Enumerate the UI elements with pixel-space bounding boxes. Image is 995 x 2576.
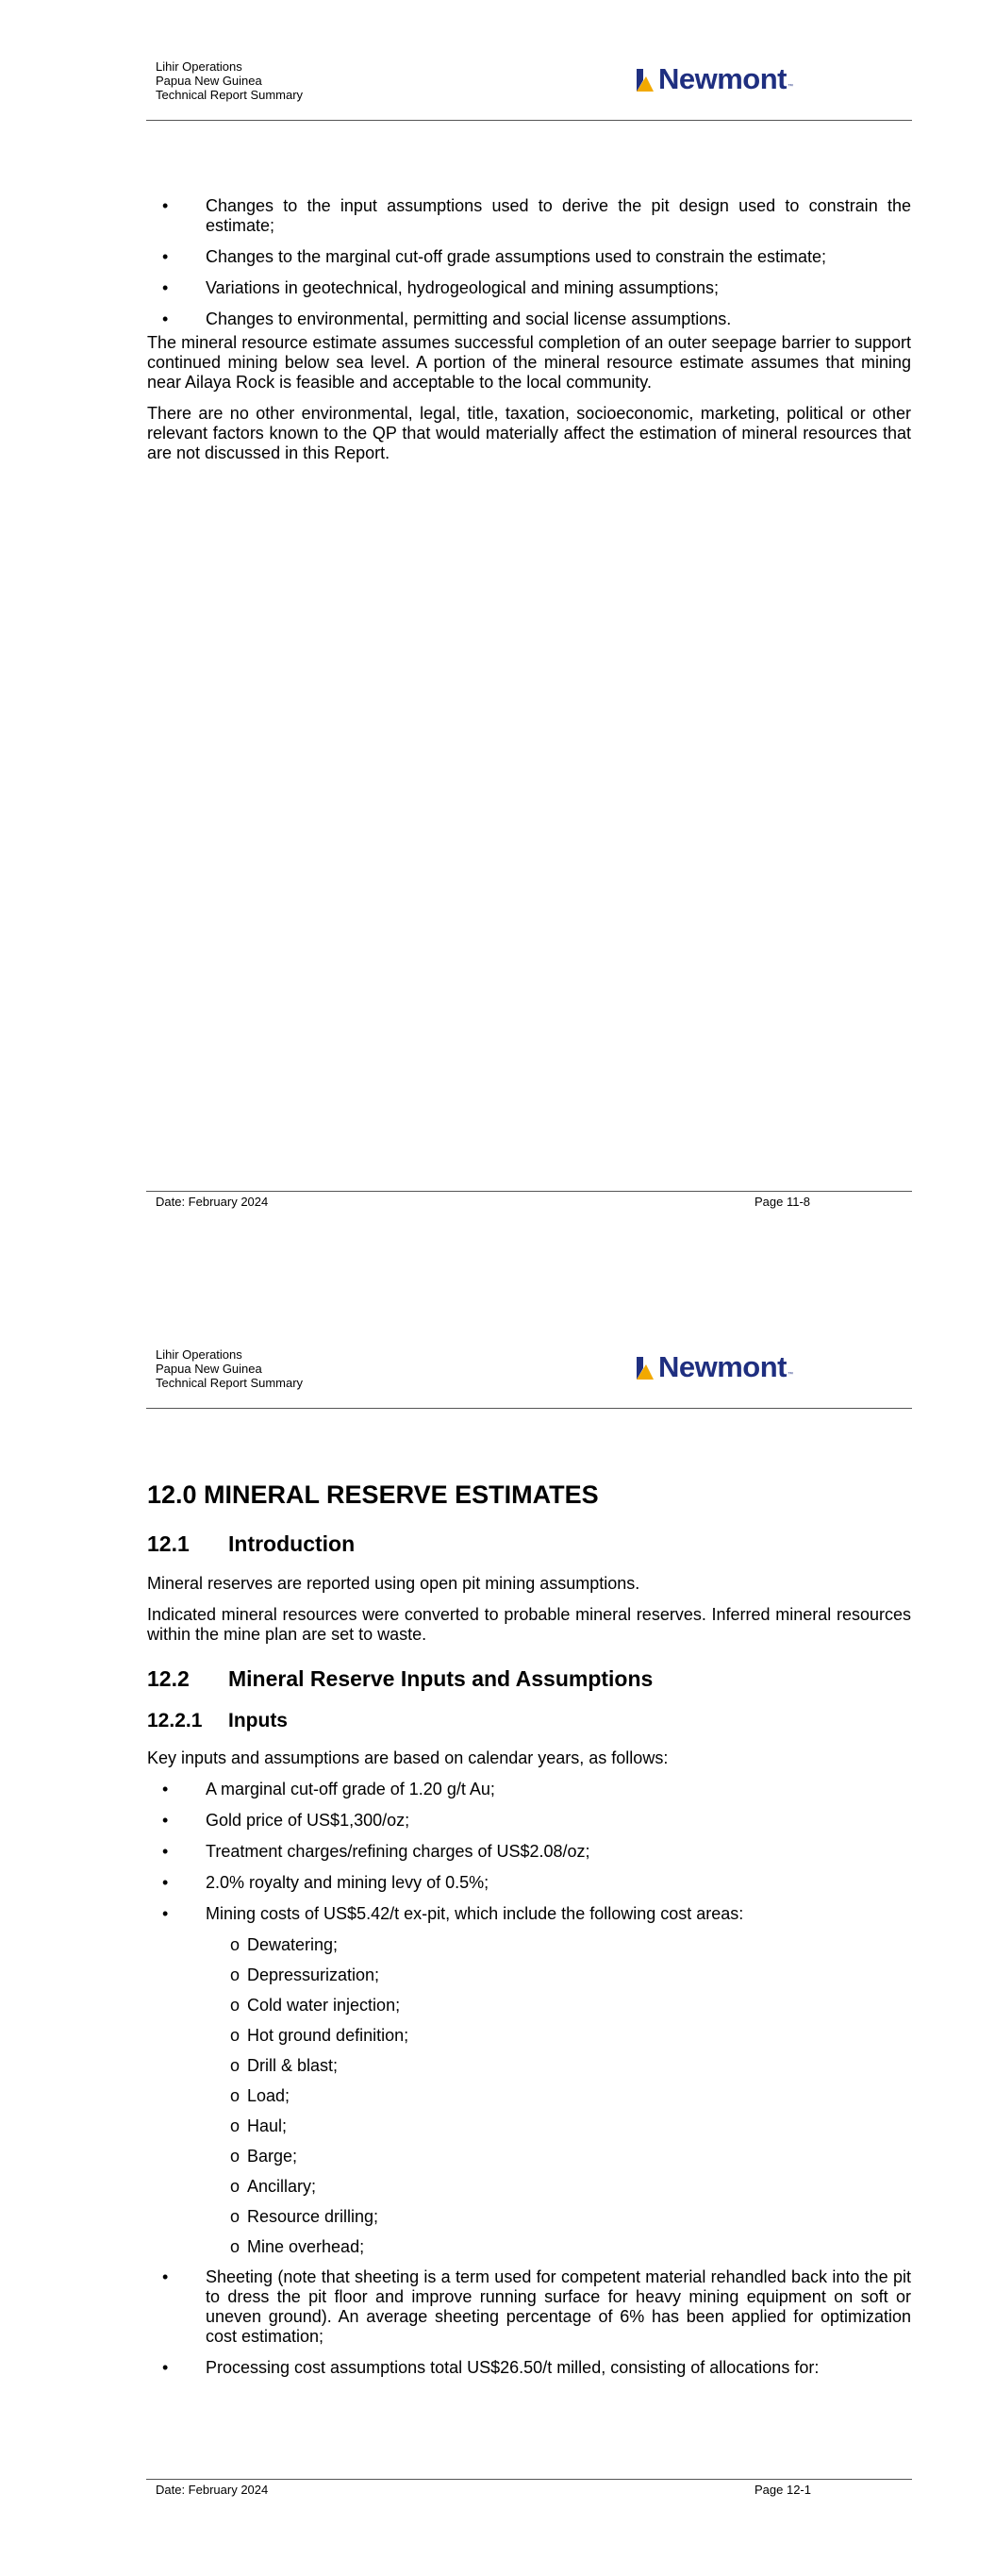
paragraph-inputs-intro: Key inputs and assumptions are based on calendar years, as follows: <box>147 1748 669 1767</box>
heading-number: 12.2.1 <box>147 1710 203 1731</box>
newmont-logo-mark-icon <box>637 1355 657 1380</box>
heading-text: Mineral Reserve Inputs and Assumptions <box>228 1666 654 1691</box>
sub-list-text: Dewatering; <box>247 1935 339 1954</box>
heading-number: 12.1 <box>147 1531 190 1556</box>
list-item: • Mining costs of US$5.42/t ex-pit, which include the following cost areas: <box>147 1904 911 1924</box>
sub-list-item <box>147 2086 911 2106</box>
newmont-logo-mark-icon <box>637 67 657 92</box>
list-item: • Sheeting (note that sheeting is a term used for competent material rehandled back into the pit to dress the pit floor and improve running surface for heavy mining equipment on soft or uneven ground). An average sheeting percentage of 6% has been applied for optimization cost estimation; <box>147 2267 911 2347</box>
list-item: • Treatment charges/refining charges of US$2.08/oz; <box>147 1842 911 1862</box>
newmont-logo <box>637 1351 793 1383</box>
sub-list-item <box>147 2237 911 2257</box>
sub-list-item <box>147 1996 911 2016</box>
sub-list-item <box>147 2056 911 2076</box>
header-line-report: Technical Report Summary <box>156 88 304 102</box>
sub-list-text: Ancillary; <box>247 2177 317 2196</box>
sub-list-text: Depressurization; <box>247 1965 380 1984</box>
logo-wordmark: Newmont <box>658 1350 787 1383</box>
sub-list-text: Hot ground definition; <box>247 2026 409 2045</box>
heading-inputs <box>147 1709 911 1733</box>
page1-body <box>147 196 911 475</box>
header-text <box>156 59 303 102</box>
sub-list-item <box>147 1935 911 1955</box>
footer-date: Date: February 2024 <box>156 1195 269 1209</box>
footer-page-number: Page 12-1 <box>755 2483 811 2497</box>
logo-trademark: ™ <box>788 84 793 90</box>
list-item: • A marginal cut-off grade of 1.20 g/t Au; <box>147 1780 911 1799</box>
heading-text: Introduction <box>228 1531 356 1556</box>
sub-list-text: Mine overhead; <box>247 2237 365 2256</box>
footer-date: Date: February 2024 <box>156 2483 269 2497</box>
heading-text: Inputs <box>228 1710 288 1731</box>
paragraph-open-pit: Mineral reserves are reported using open pit mining assumptions. <box>147 1574 640 1593</box>
paragraph-other-factors: There are no other environmental, legal, title, taxation, socioeconomic, marketing, political or other relevant factors known to the QP that would materially affect the estimation of mineral resources that are not discussed in this Report. <box>147 404 911 462</box>
sub-list-item <box>147 2026 911 2046</box>
sub-list-item <box>147 2177 911 2197</box>
header-divider <box>146 120 912 121</box>
logo-wordmark: Newmont <box>658 62 787 95</box>
list-item: • Variations in geotechnical, hydrogeological and mining assumptions; <box>147 278 911 298</box>
footer-divider <box>146 1191 912 1192</box>
footer-page-number: Page 11-8 <box>755 1195 811 1209</box>
heading-number: 12.2 <box>147 1666 190 1691</box>
list-item: • Gold price of US$1,300/oz; <box>147 1811 911 1831</box>
sub-list-text: Drill & blast; <box>247 2056 339 2075</box>
inputs-list <box>147 1780 911 1924</box>
newmont-logo <box>637 63 793 95</box>
sub-list-text: Resource drilling; <box>247 2207 379 2226</box>
sub-list-text: Load; <box>247 2086 290 2105</box>
mining-cost-areas-list <box>147 1935 911 2257</box>
header-line-operations: Lihir Operations <box>156 1347 242 1362</box>
header-line-country: Papua New Guinea <box>156 1362 262 1376</box>
additional-inputs-list <box>147 2267 911 2378</box>
header-divider <box>146 1408 912 1409</box>
heading-inputs-assumptions <box>147 1665 911 1692</box>
header-text <box>156 1347 303 1390</box>
paragraph-seepage-barrier: The mineral resource estimate assumes successful completion of an outer seepage barrier to support continued mining below sea level. A portion of the mineral resource estimate assumes that mining near Ailaya Rock is feasible and acceptable to the local community. <box>147 333 911 392</box>
resource-risk-list <box>147 196 911 329</box>
sub-list-item <box>147 2207 911 2227</box>
heading-introduction <box>147 1531 911 1557</box>
page2-body <box>147 1480 911 2389</box>
header-line-operations: Lihir Operations <box>156 59 242 74</box>
section-title: 12.0 MINERAL RESERVE ESTIMATES <box>147 1480 599 1509</box>
page-12-1 <box>0 1288 995 2576</box>
list-item: • Changes to environmental, permitting and social license assumptions. <box>147 309 911 329</box>
header-line-report: Technical Report Summary <box>156 1376 304 1390</box>
paragraph-conversion: Indicated mineral resources were converted to probable mineral reserves. Inferred mineral resources within the mine plan are set to waste. <box>147 1605 911 1644</box>
sub-list-text: Cold water injection; <box>247 1996 401 2015</box>
logo-trademark: ™ <box>788 1372 793 1378</box>
list-item: • Processing cost assumptions total US$26.50/t milled, consisting of allocations for: <box>147 2358 911 2378</box>
footer-divider <box>146 2479 912 2480</box>
sub-list-text: Barge; <box>247 2147 298 2166</box>
list-item: • 2.0% royalty and mining levy of 0.5%; <box>147 1873 911 1893</box>
sub-list-item <box>147 2116 911 2136</box>
list-item: • Changes to the marginal cut-off grade assumptions used to constrain the estimate; <box>147 247 911 267</box>
sub-list-item <box>147 1965 911 1985</box>
sub-list-text: Haul; <box>247 2116 288 2135</box>
list-item: • Changes to the input assumptions used to derive the pit design used to constrain the estimate; <box>147 196 911 236</box>
sub-list-item <box>147 2147 911 2166</box>
header-line-country: Papua New Guinea <box>156 74 262 88</box>
